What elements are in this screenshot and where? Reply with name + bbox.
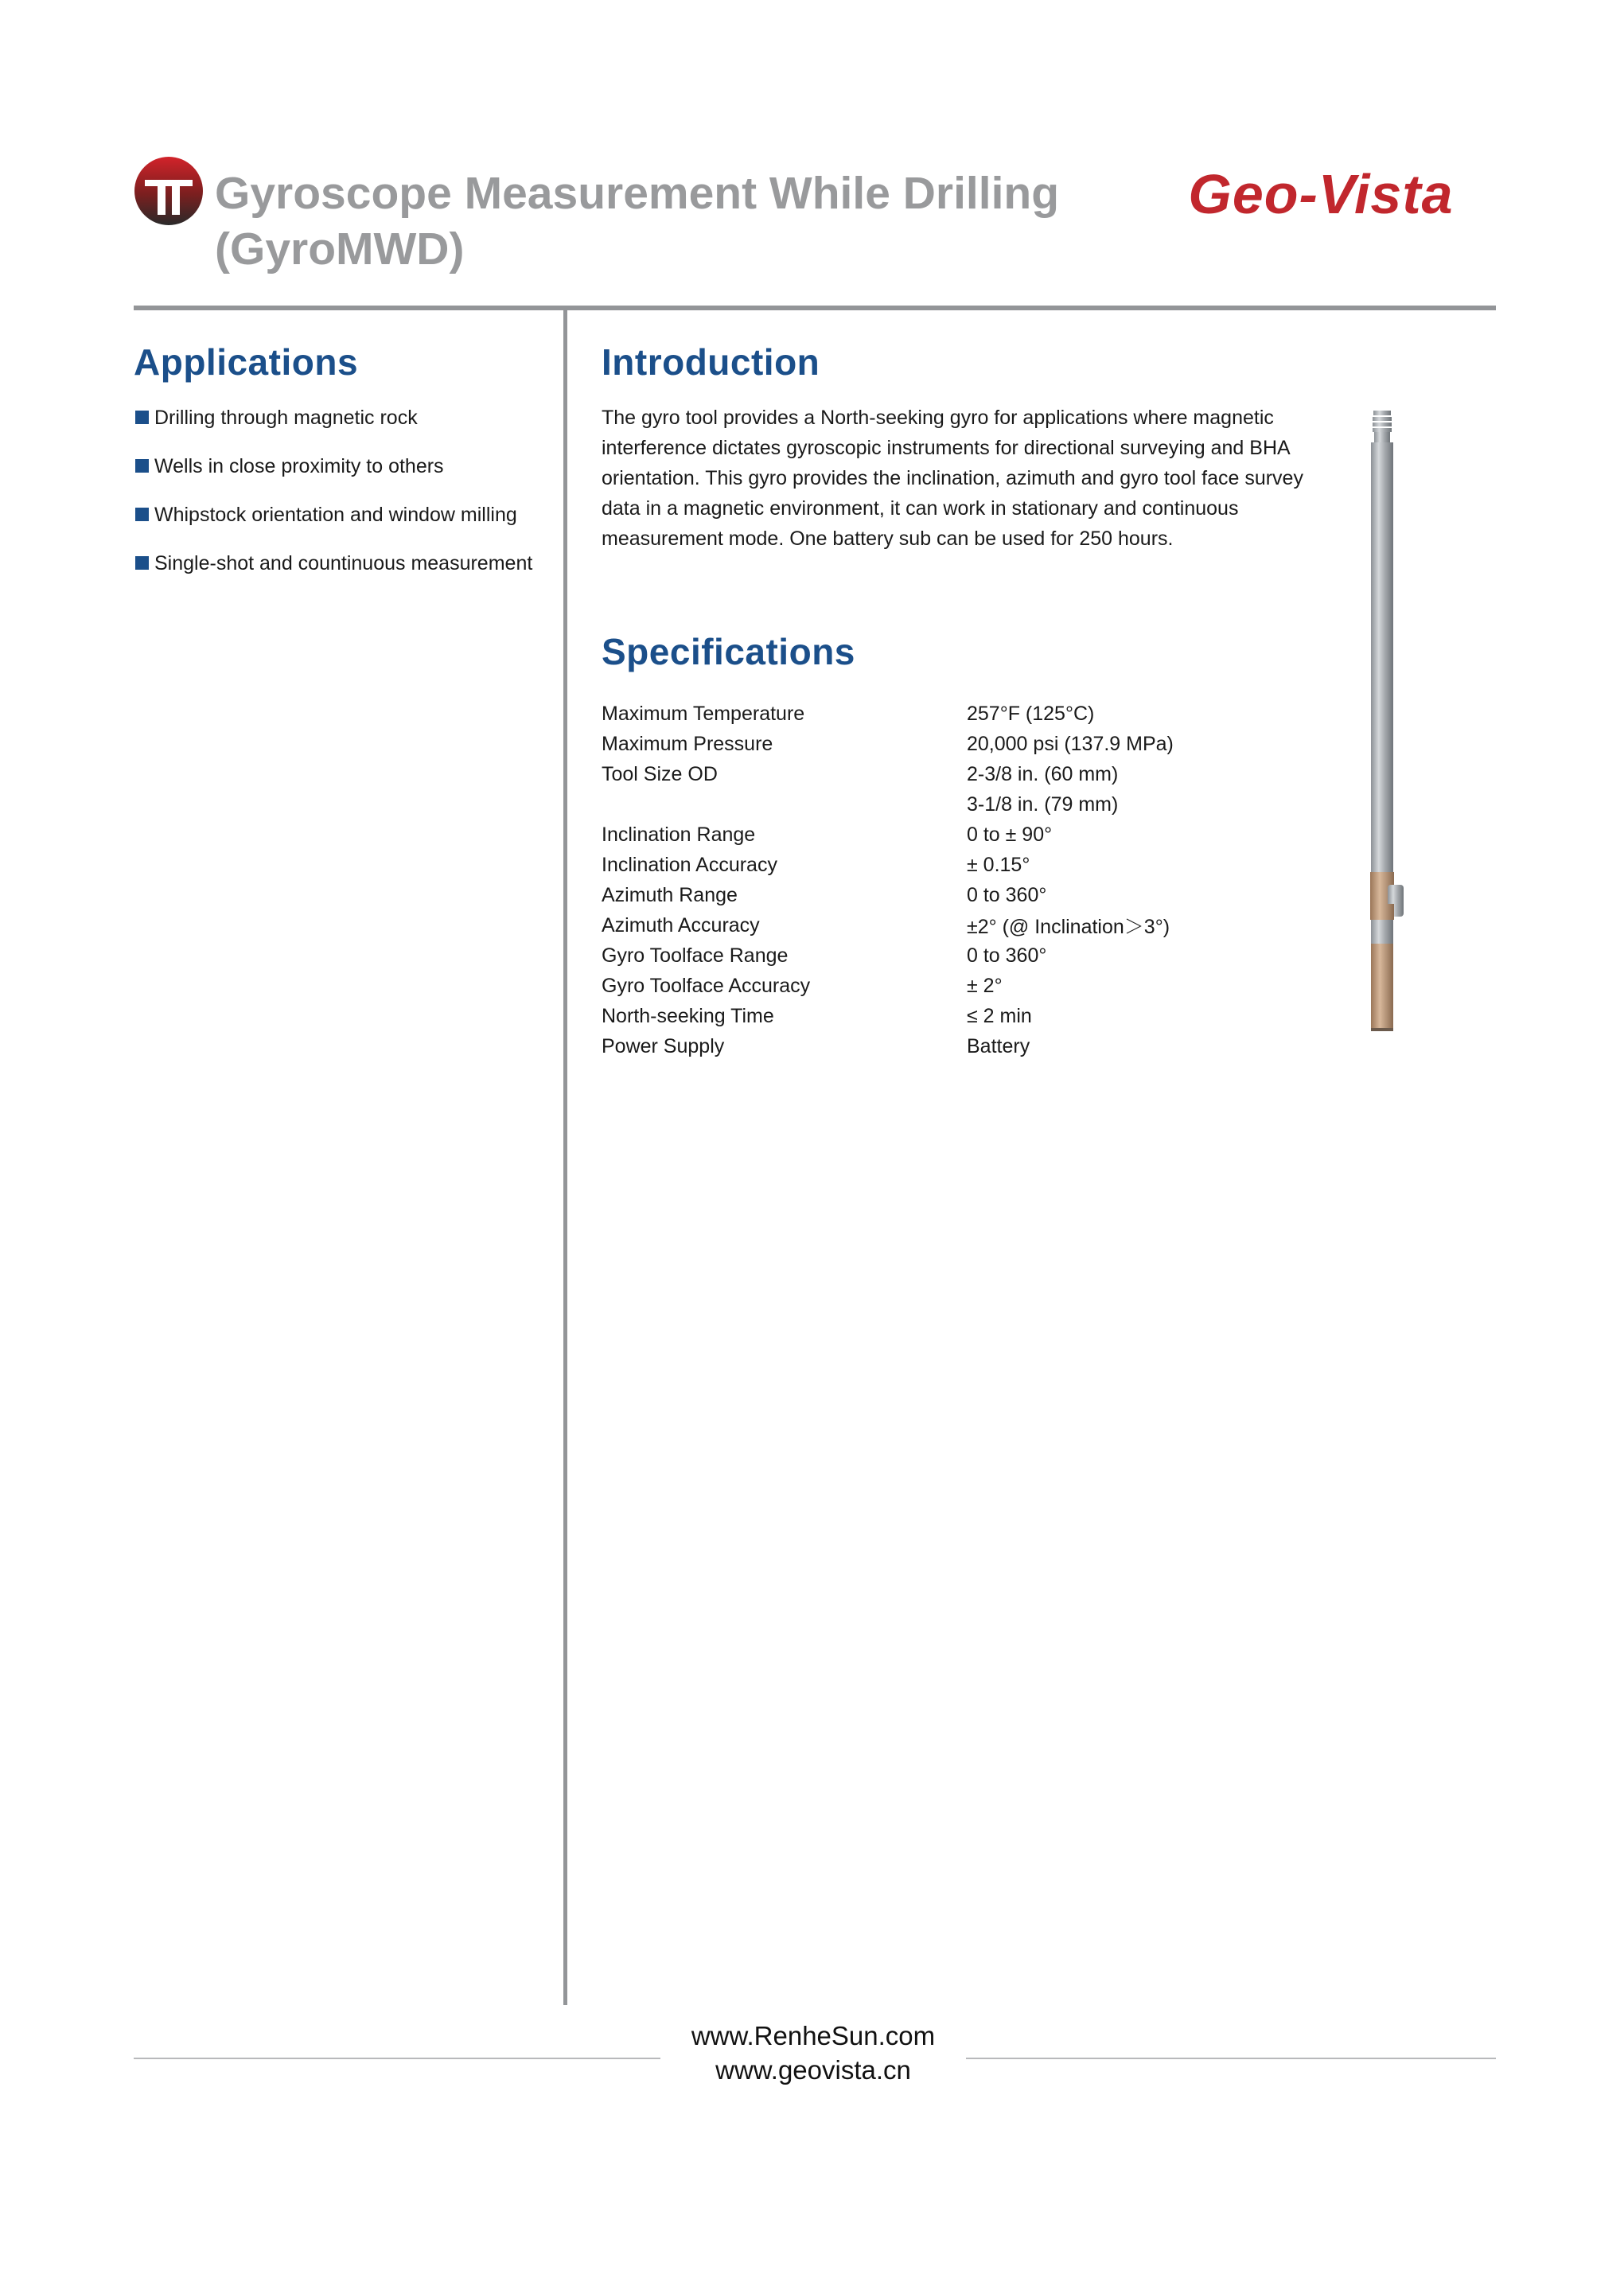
- intro-line: measurement mode. One battery sub can be used for 250 hours.: [602, 528, 1174, 550]
- spec-value: 0 to ± 90°: [967, 823, 1053, 846]
- spec-value: ± 2°: [967, 974, 1003, 997]
- list-item-text: Single-shot and countinuous measurement: [154, 552, 533, 574]
- list-item-text: Drilling through magnetic rock: [154, 407, 418, 429]
- spec-value: 3-1/8 in. (79 mm): [967, 792, 1119, 816]
- spec-value: 0 to 360°: [967, 883, 1047, 906]
- spec-label: Tool Size OD: [602, 762, 718, 785]
- list-item: [134, 453, 547, 501]
- square-bullet-icon: [135, 508, 149, 521]
- table-row: [602, 971, 1174, 1001]
- square-bullet-icon: [135, 556, 149, 570]
- spec-label: Power Supply: [602, 1034, 725, 1057]
- table-row: [602, 850, 1174, 880]
- spec-value: ≤ 2 min: [967, 1004, 1032, 1027]
- footer-url-renhesun[interactable]: www.RenheSun.com: [691, 2021, 936, 2050]
- table-row: [602, 820, 1174, 850]
- table-row: [602, 1001, 1174, 1031]
- intro-line: interference dictates gyroscopic instruments for directional surveying and BHA: [602, 437, 1291, 459]
- spec-value: 257°F (125°C): [967, 702, 1095, 725]
- list-item: [134, 404, 547, 453]
- footer-divider-left: [134, 2058, 660, 2059]
- square-bullet-icon: [135, 459, 149, 473]
- table-row: [602, 759, 1174, 789]
- footer-divider-right: [966, 2058, 1496, 2059]
- spec-label: Gyro Toolface Accuracy: [602, 974, 811, 997]
- page-subtitle: (GyroMWD): [215, 224, 465, 275]
- geo-vista-logo: [1146, 158, 1496, 231]
- intro-line: data in a magnetic environment, it can work in stationary and continuous: [602, 497, 1239, 520]
- table-row: [602, 699, 1174, 729]
- intro-line: The gyro tool provides a North-seeking gyro for applications where magnetic: [602, 407, 1274, 429]
- table-row: [602, 789, 1174, 820]
- column-divider: [563, 310, 567, 2005]
- spec-value: 2-3/8 in. (60 mm): [967, 762, 1119, 785]
- table-row: [602, 910, 1174, 940]
- table-row: [602, 940, 1174, 971]
- brand-name: Geo-Vista: [1188, 163, 1454, 225]
- introduction-text: [602, 403, 1334, 554]
- spec-label: Inclination Accuracy: [602, 853, 777, 876]
- table-row: [602, 1031, 1174, 1061]
- spec-value: 0 to 360°: [967, 944, 1047, 967]
- spec-label: North-seeking Time: [602, 1004, 774, 1027]
- specifications-table: [602, 699, 1174, 1061]
- list-item: [134, 550, 547, 598]
- header-divider: [134, 306, 1496, 310]
- square-bullet-icon: [135, 411, 149, 424]
- list-item-text: Whipstock orientation and window milling: [154, 504, 517, 526]
- list-item-text: Wells in close proximity to others: [154, 455, 444, 477]
- specifications-heading: Specifications: [602, 631, 855, 672]
- gyro-tool-image: [1353, 411, 1408, 1031]
- spec-value: 20,000 psi (137.9 MPa): [967, 732, 1174, 755]
- table-row: [602, 729, 1174, 759]
- page-title: Gyroscope Measurement While Drilling: [215, 168, 1060, 219]
- footer-url-geovista[interactable]: www.geovista.cn: [715, 2055, 911, 2085]
- spec-label: Azimuth Range: [602, 883, 738, 906]
- introduction-heading: Introduction: [602, 341, 820, 383]
- spec-value: ± 0.15°: [967, 853, 1030, 876]
- spec-label: Gyro Toolface Range: [602, 944, 789, 967]
- table-row: [602, 880, 1174, 910]
- spec-label: Maximum Temperature: [602, 702, 805, 725]
- company-logo-icon: [134, 156, 204, 226]
- spec-value: ±2° (@ Inclination＞3°): [967, 916, 1170, 938]
- spec-label: Maximum Pressure: [602, 732, 773, 755]
- applications-heading: Applications: [134, 341, 359, 383]
- applications-list: [134, 404, 547, 598]
- list-item: [134, 501, 547, 550]
- spec-label: Inclination Range: [602, 823, 756, 846]
- intro-line: orientation. This gyro provides the inclination, azimuth and gyro tool face survey: [602, 467, 1303, 489]
- spec-value: Battery: [967, 1034, 1030, 1057]
- spec-label: Azimuth Accuracy: [602, 913, 760, 937]
- spec-label: [602, 789, 967, 820]
